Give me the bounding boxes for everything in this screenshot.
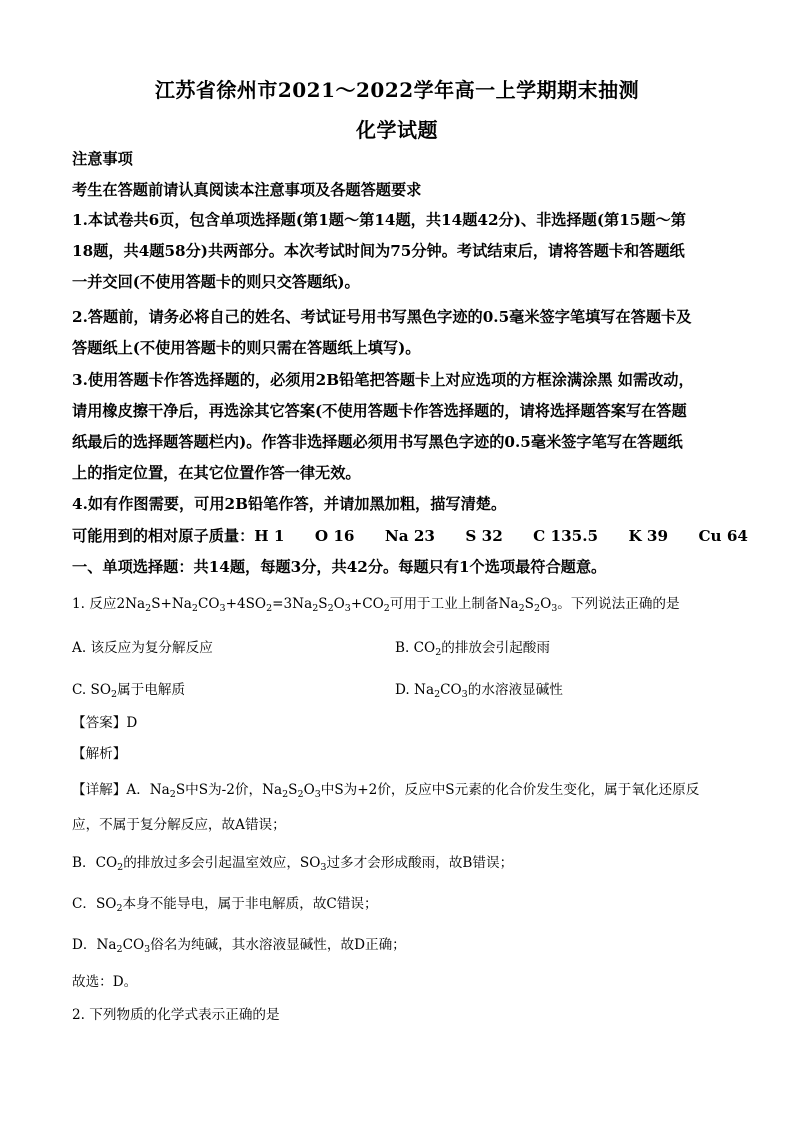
note-line: 一并交回(不使用答题卡的则只交答题纸)。 bbox=[72, 273, 360, 291]
conclusion: 故选：D。 bbox=[72, 974, 138, 990]
note-line: 4.如有作图需要，可用2B铅笔作答，并请加黑加粗，描写清楚。 bbox=[72, 495, 507, 513]
note-line: 请用橡皮擦干净后，再选涂其它答案(不使用答题卡作答选择题的，请将选择题答案写在答题 bbox=[72, 402, 687, 420]
detail-c: C．$SO_2$本身不能导电，属于非电解质，故C错误； bbox=[72, 896, 378, 914]
note-line: 3.使用答题卡作答选择题的，必须用2B铅笔把答题卡上对应选项的方框涂满涂黑 如需改动， bbox=[72, 371, 694, 389]
equation: $2Na_2S+Na_2CO_3+4SO_2=3Na_2S_2O_3+CO_2$ bbox=[116, 596, 390, 614]
detail-a-cont: 应，不属于复分解反应，故A错误； bbox=[72, 817, 286, 833]
detail-d: D．$Na_2CO_3$俗名为纯碱，其水溶液显碱性，故D正确； bbox=[72, 937, 406, 955]
detail-a: 【详解】A．$Na_2S$中S为-2价，$Na_2S_2O_3$中S为+2价，反应中S元素的化合价发生变化，属于氧化还原反 bbox=[72, 782, 700, 800]
option-b: B. $CO_2$的排放会引起酸雨 bbox=[395, 640, 550, 658]
question-2-stem: 2. 下列物质的化学式表示正确的是 bbox=[72, 1007, 280, 1023]
note-line: 18题，共4题58分)共两部分。本次考试时间为75分钟。考试结束后，请将答题卡和答题纸 bbox=[72, 242, 685, 260]
page-subtitle: 化学试题 bbox=[356, 118, 438, 142]
notice-heading: 注意事项 bbox=[72, 150, 133, 168]
note-line: 2.答题前，请务必将自己的姓名、考试证号用书写黑色字迹的0.5毫米签字笔填写在答题卡及 bbox=[72, 308, 692, 326]
option-c: C. $SO_2$属于电解质 bbox=[72, 682, 186, 700]
detail-b: B．$CO_2$的排放过多会引起温室效应，$SO_3$过多才会形成酸雨，故B错误； bbox=[72, 855, 514, 873]
note-line: 答题纸上(不使用答题卡的则只需在答题纸上填写)。 bbox=[72, 339, 421, 357]
option-a: A. 该反应为复分解反应 bbox=[72, 640, 213, 656]
answer-label: 【答案】D bbox=[72, 715, 138, 731]
page-title: 江苏省徐州市2021～2022学年高一上学期期末抽测 bbox=[154, 78, 640, 102]
notice-intro: 考生在答题前请认真阅读本注意事项及各题答题要求 bbox=[72, 181, 422, 199]
atomic-masses: 可能用到的相对原子质量：H 1 O 16 Na 23 S 32 C 135.5 K 39 Cu 64 bbox=[72, 527, 748, 545]
option-d: D. $Na_2CO_3$的水溶液显碱性 bbox=[395, 682, 563, 700]
note-line: 上的指定位置，在其它位置作答一律无效。 bbox=[72, 464, 361, 482]
analysis-label: 【解析】 bbox=[72, 746, 127, 762]
question-1-stem: 1. 反应$2Na_2S+Na_2CO_3+4SO_2=3Na_2S_2O_3+CO_2$可用于工业上制备$Na_2S_2O_3$。下列说法正确的是 bbox=[72, 596, 680, 614]
note-line: 纸最后的选择题答题栏内)。作答非选择题必须用书写黑色字迹的0.5毫米签字笔写在答题纸 bbox=[72, 433, 683, 451]
section-heading: 一、单项选择题：共14题，每题3分，共42分。每题只有1个选项最符合题意。 bbox=[72, 558, 607, 576]
note-line: 1.本试卷共6页，包含单项选择题(第1题～第14题，共14题42分)、非选择题(第15题～第 bbox=[72, 211, 686, 229]
